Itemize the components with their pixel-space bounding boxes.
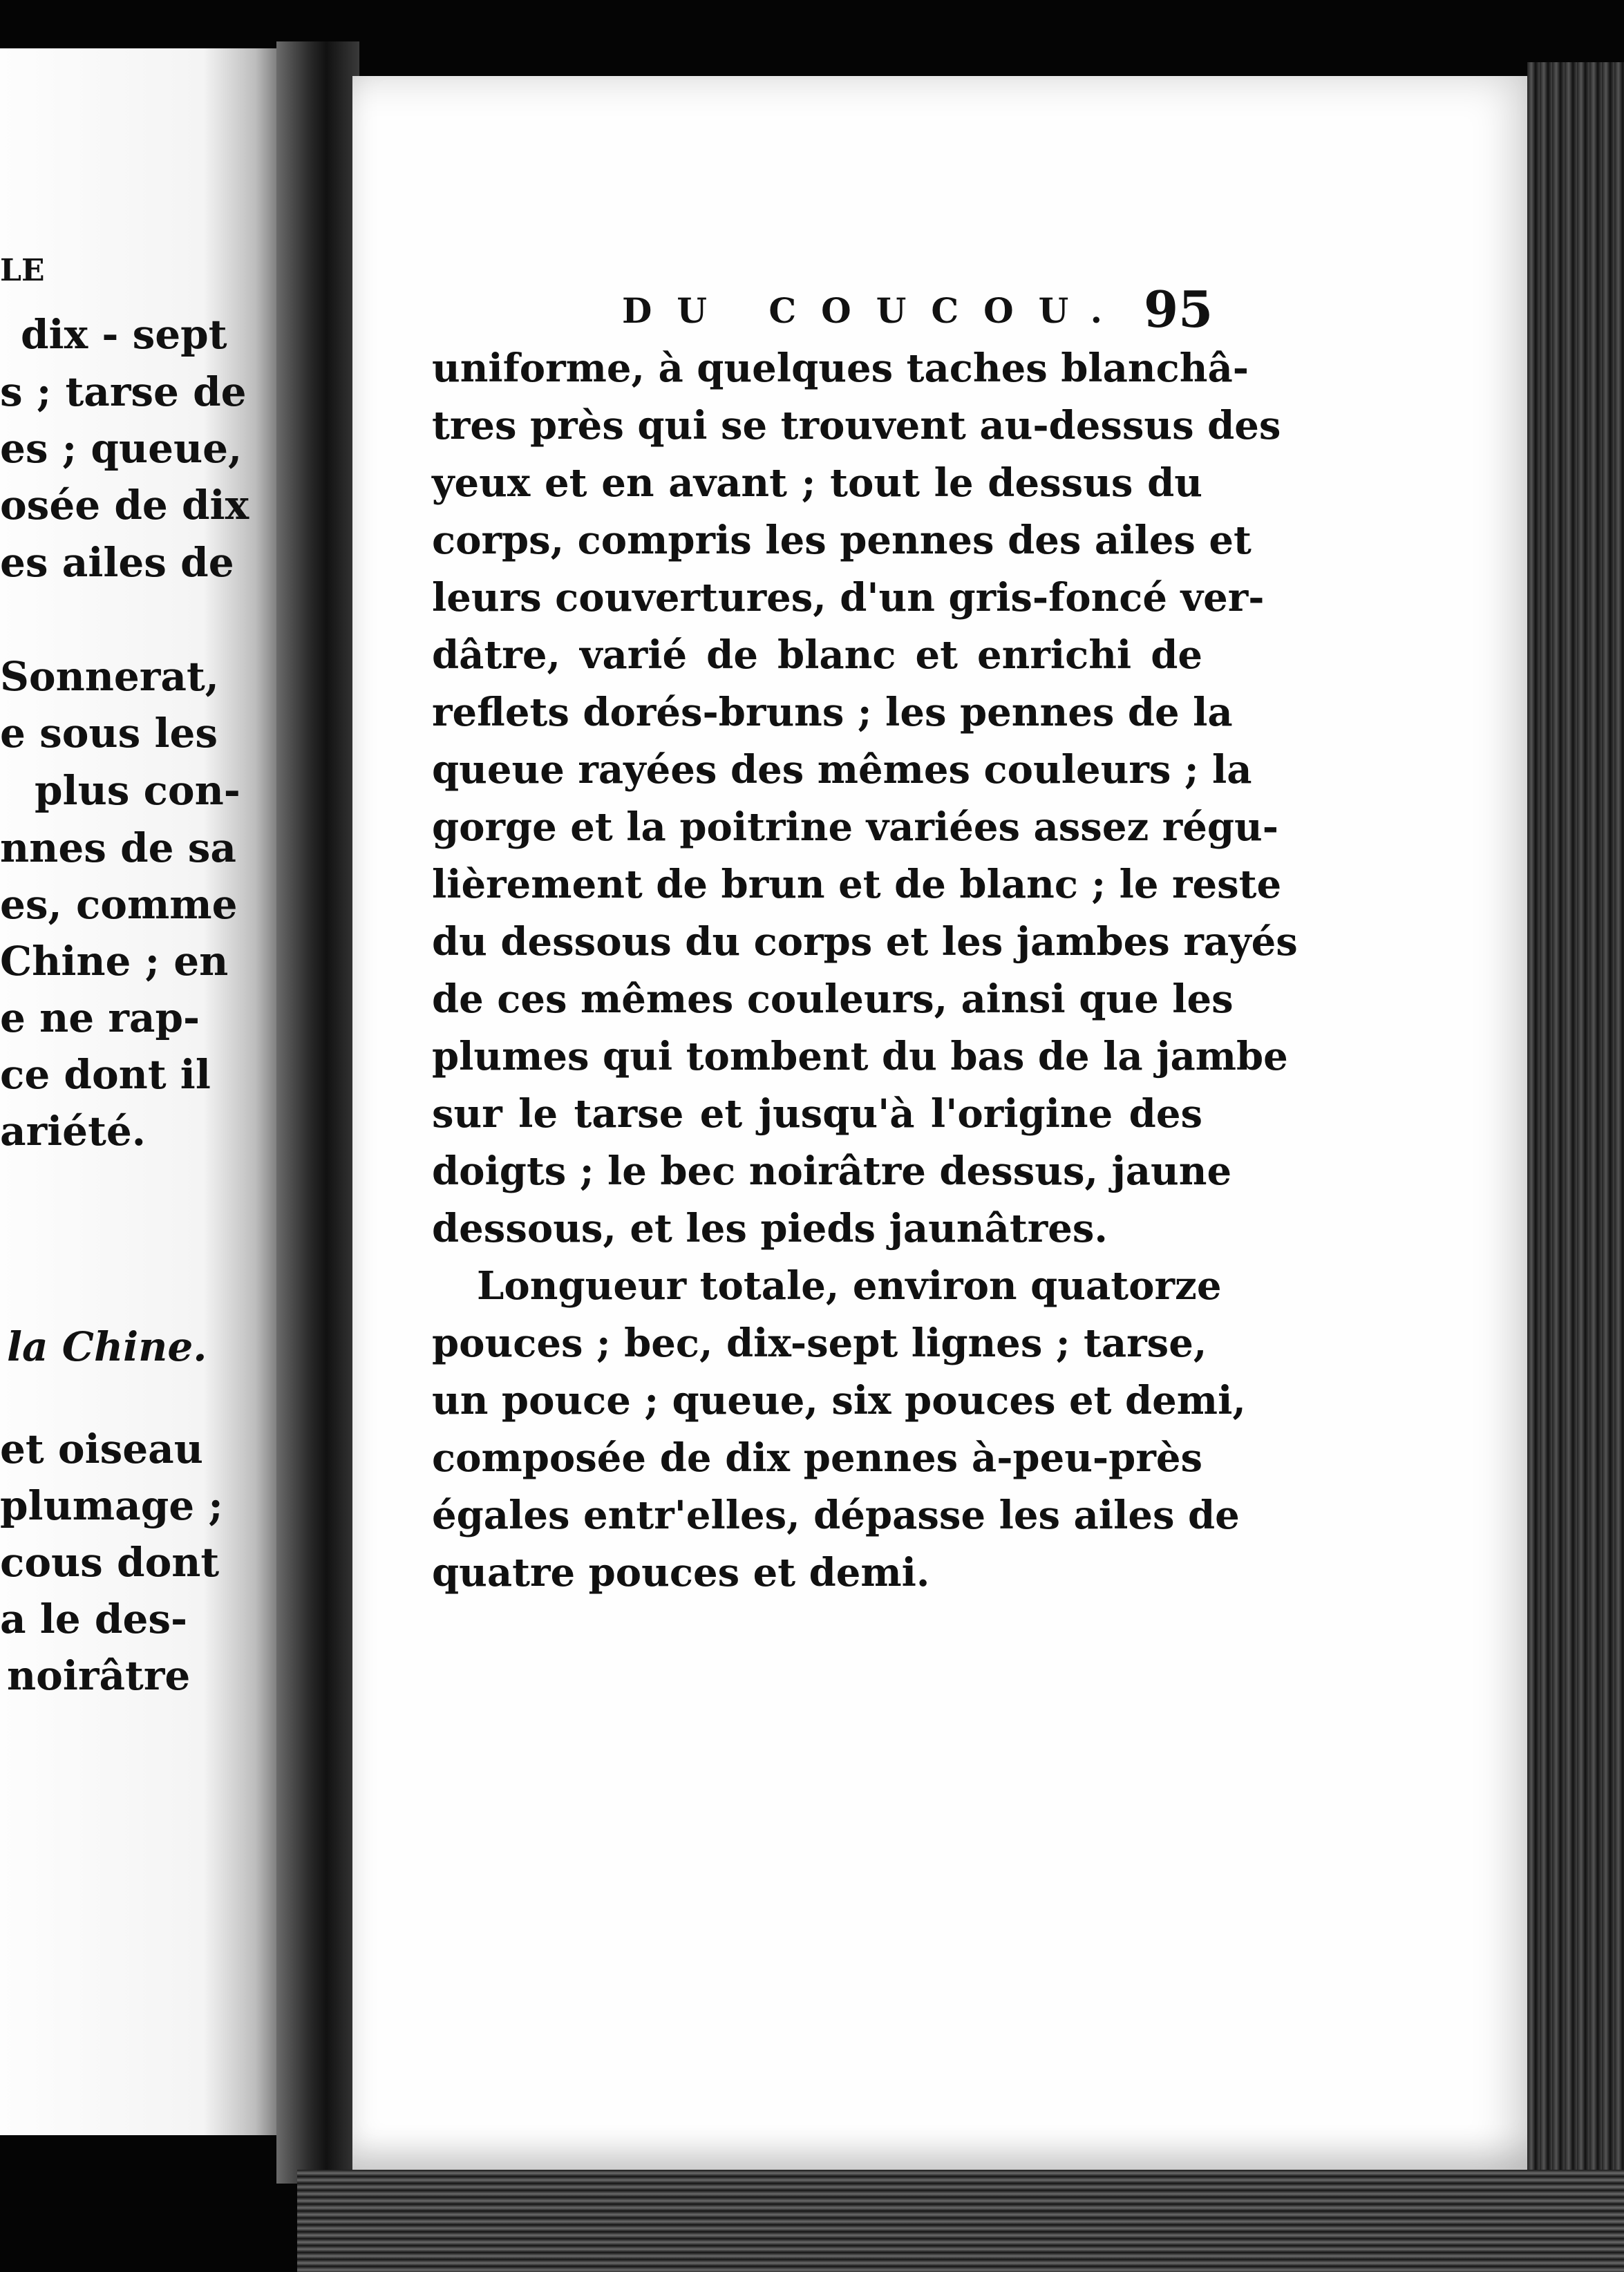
body-line: uniforme, à quelques taches blanchâ- <box>432 345 1249 391</box>
body-line: gorge et la poitrine variées assez régu- <box>432 804 1278 850</box>
body-line: dâtre, varié de blanc et enrichi de <box>432 632 1202 678</box>
left-line: Sonnerat, <box>0 653 219 700</box>
body-line: sur le tarse et jusqu'à l'origine des <box>432 1091 1202 1137</box>
left-line: ariété. <box>0 1108 146 1155</box>
body-line: doigts ; le bec noirâtre dessus, jaune <box>432 1148 1232 1194</box>
body-line: quatre pouces et demi. <box>432 1550 930 1596</box>
left-line: osée de dix <box>0 482 249 529</box>
body-line: Longueur totale, environ quatorze <box>477 1263 1222 1309</box>
body-line: tres près qui se trouvent au-dessus des <box>432 403 1281 448</box>
left-line: s ; tarse de <box>0 368 247 415</box>
left-line: es ailes de <box>0 539 234 586</box>
body-line: un pouce ; queue, six pouces et demi, <box>432 1378 1246 1423</box>
body-line: corps, compris les pennes des ailes et <box>432 518 1252 563</box>
body-line: yeux et en avant ; tout le dessus du <box>432 460 1202 506</box>
left-line: es, comme <box>0 881 238 928</box>
body-line: pouces ; bec, dix-sept lignes ; tarse, <box>432 1320 1207 1366</box>
left-line: plus con- <box>35 767 240 814</box>
book-gutter <box>276 41 359 2184</box>
body-line: queue rayées des mêmes couleurs ; la <box>432 747 1252 793</box>
left-line: et oiseau <box>0 1426 203 1473</box>
body-line: lièrement de brun et de blanc ; le reste <box>432 862 1282 907</box>
left-line: e sous les <box>0 710 218 757</box>
body-line: égales entr'elles, dépasse les ailes de <box>432 1493 1240 1538</box>
body-line: composée de dix pennes à-peu-près <box>432 1435 1202 1481</box>
body-line: plumes qui tombent du bas de la jambe <box>432 1034 1288 1079</box>
left-line: Chine ; en <box>0 938 229 985</box>
facing-page-left <box>0 48 290 2135</box>
left-line: es ; queue, <box>0 425 243 472</box>
left-line: a le des- <box>0 1596 188 1643</box>
body-line: leurs couvertures, d'un gris-foncé ver- <box>432 575 1265 621</box>
body-line: dessous, et les pieds jaunâtres. <box>432 1206 1108 1251</box>
left-line: LE <box>0 253 45 288</box>
left-line: nnes de sa <box>0 824 236 871</box>
page-edge-right <box>1527 62 1624 2225</box>
body-line: reflets dorés-bruns ; les pennes de la <box>432 690 1233 735</box>
left-line: dix - sept <box>21 311 227 358</box>
body-line: de ces mêmes couleurs, ainsi que les <box>432 976 1234 1022</box>
left-line: cous dont <box>0 1539 220 1586</box>
page-edge-bottom <box>297 2170 1624 2272</box>
page-number: 95 <box>1144 280 1214 339</box>
left-line: noirâtre <box>7 1652 191 1699</box>
left-line: la Chine. <box>7 1323 207 1370</box>
running-head: DU COUCOU. <box>622 290 1128 331</box>
left-line: plumage ; <box>0 1482 223 1529</box>
left-line: ce dont il <box>0 1051 211 1098</box>
body-line: du dessous du corps et les jambes rayés <box>432 919 1298 965</box>
left-line: e ne rap- <box>0 994 200 1041</box>
